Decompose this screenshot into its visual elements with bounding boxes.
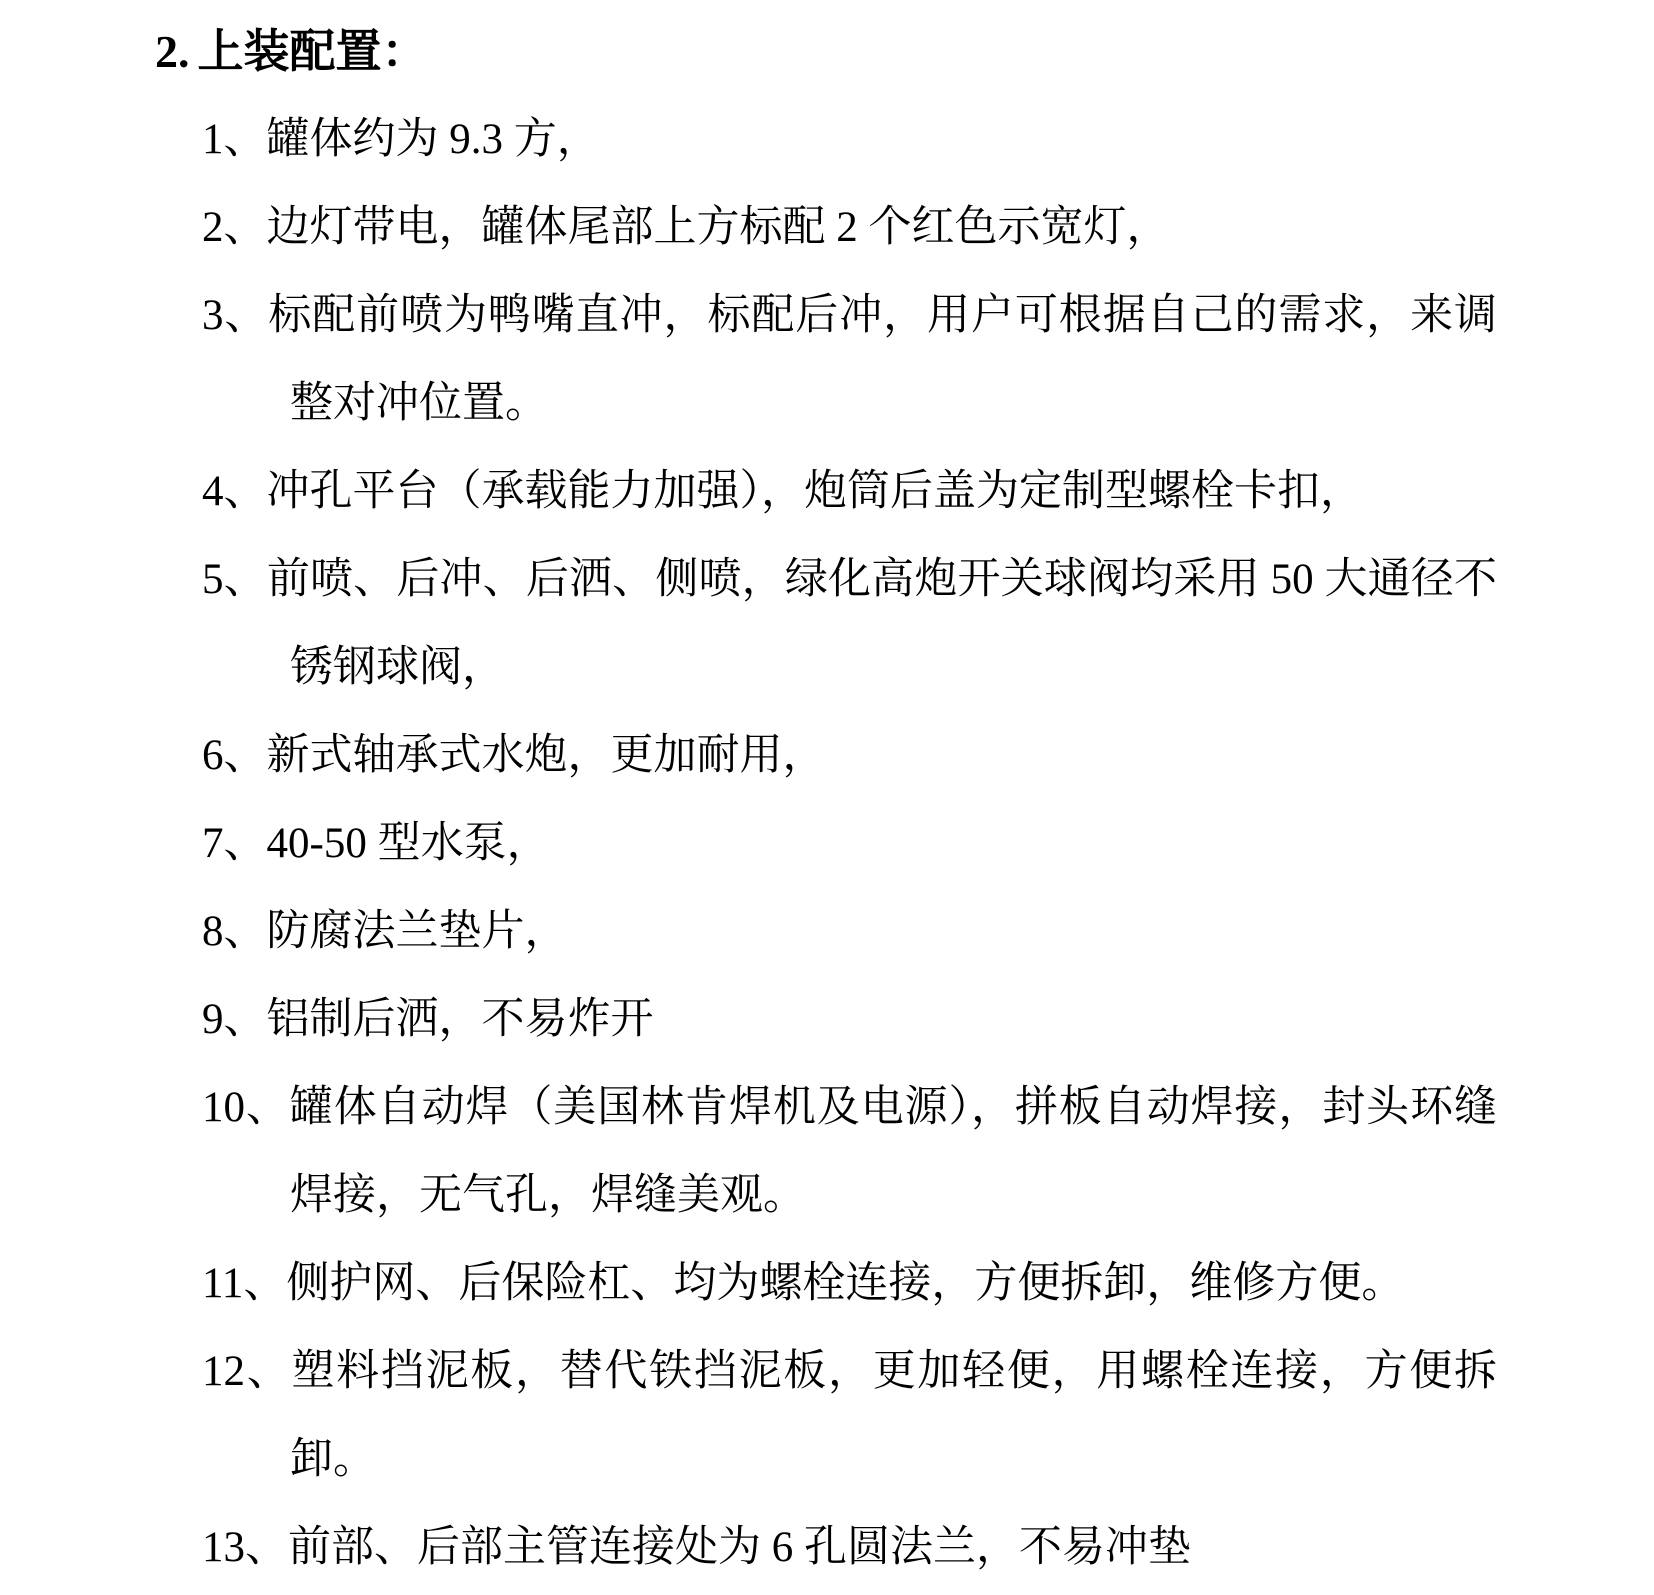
- item-number: 6、: [202, 732, 267, 779]
- list-item: [202, 1240, 1497, 1328]
- item-number: 7、: [202, 820, 267, 867]
- section-heading-number: 2.: [155, 26, 190, 77]
- item-number: 12、: [202, 1348, 292, 1395]
- item-text: 前喷、后冲、后洒、侧喷，绿化高炮开关球阀均采用 50 大通径不锈钢球阀，: [266, 556, 1498, 691]
- item-number: 9、: [202, 996, 267, 1043]
- section-heading: [155, 8, 1497, 96]
- item-text: 罐体约为 9.3 方，: [266, 116, 600, 163]
- item-text: 防腐法兰垫片，: [266, 908, 568, 955]
- list-item: [202, 272, 1497, 448]
- item-text: 铝制后洒，不易炸开: [266, 996, 654, 1043]
- item-text: 标配前喷为鸭嘴直冲，标配后冲，用户可根据自己的需求，来调整对冲位置。: [268, 292, 1498, 427]
- list-item: [202, 184, 1497, 272]
- list-item: [202, 976, 1497, 1064]
- item-text: 边灯带电，罐体尾部上方标配 2 个红色示宽灯，: [266, 204, 1170, 251]
- list-item: [202, 800, 1497, 888]
- list-item: [202, 1504, 1497, 1592]
- list-item: [202, 888, 1497, 976]
- list-item: [202, 712, 1497, 800]
- config-list: [155, 96, 1497, 1592]
- item-number: 5、: [202, 556, 267, 603]
- item-text: 塑料挡泥板，替代铁挡泥板，更加轻便，用螺栓连接，方便拆卸。: [290, 1348, 1498, 1483]
- list-item: [202, 536, 1497, 712]
- item-number: 11、: [202, 1260, 287, 1307]
- item-text: 侧护网、后保险杠、均为螺栓连接，方便拆卸，维修方便。: [286, 1260, 1405, 1307]
- list-item: [202, 448, 1497, 536]
- item-number: 8、: [202, 908, 267, 955]
- item-number: 2、: [202, 204, 267, 251]
- item-number: 1、: [202, 116, 267, 163]
- item-text: 冲孔平台（承载能力加强），炮筒后盖为定制型螺栓卡扣，: [266, 468, 1363, 515]
- item-text: 40-50 型水泵，: [266, 820, 550, 867]
- item-number: 13、: [202, 1524, 288, 1571]
- item-number: 4、: [202, 468, 267, 515]
- item-text: 前部、后部主管连接处为 6 孔圆法兰，不易冲垫: [288, 1524, 1191, 1571]
- item-text: 新式轴承式水炮，更加耐用，: [266, 732, 826, 779]
- section-heading-title: 上装配置：: [197, 26, 428, 77]
- item-number: 10、: [202, 1084, 290, 1131]
- list-item: [202, 96, 1497, 184]
- item-number: 3、: [202, 292, 269, 339]
- list-item: [202, 1064, 1497, 1240]
- list-item: [202, 1328, 1497, 1504]
- item-text: 罐体自动焊（美国林肯焊机及电源），拼板自动焊接，封头环缝焊接，无气孔，焊缝美观。: [289, 1084, 1498, 1219]
